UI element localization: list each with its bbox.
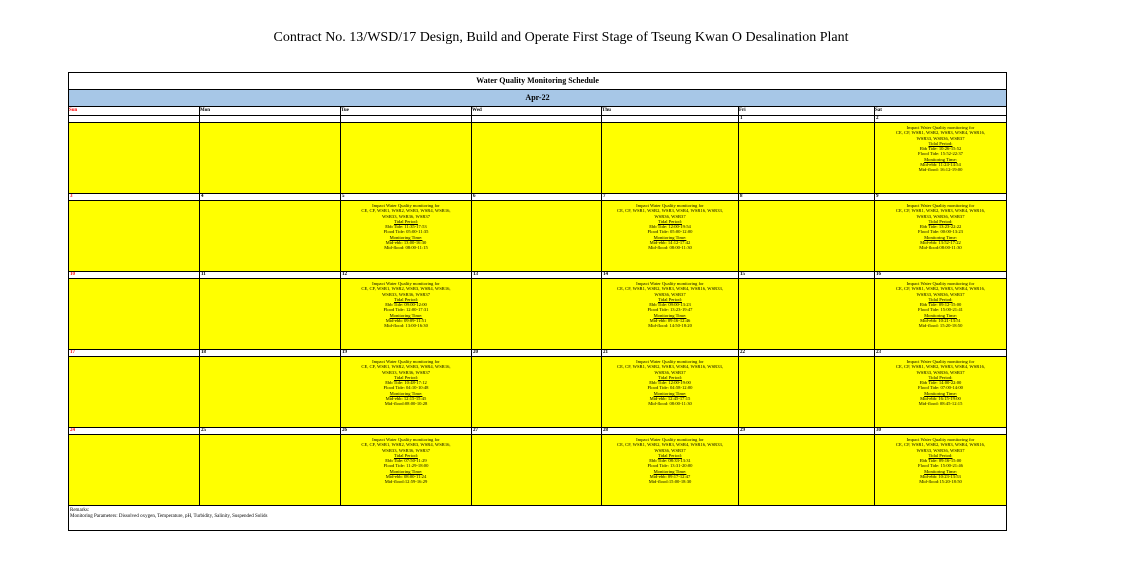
note-l1: Impact Water Quality monitoring for: [636, 203, 704, 208]
date-number: 9: [876, 194, 879, 199]
date-number: 17: [69, 350, 200, 356]
day-cell: [341, 123, 472, 193]
note-tp: Tidal Period:: [928, 296, 953, 302]
note-flood: Flood Tide: 11:29-18:00: [383, 463, 429, 469]
note-l2: CE, CF, WSR1, WSR2, WSR3, WSR4, WSR16,: [361, 364, 451, 370]
date-number: 13: [472, 272, 602, 278]
date-number-row: [69, 272, 1006, 279]
note-me: Mid-ebb: 09:17-12:47: [649, 474, 691, 480]
note-flood: Flood Tide: 07:00-14:00: [918, 385, 963, 391]
date-number: 18: [200, 350, 341, 356]
note-l2: CE, CF, WSR1, WSR2, WSR3, WSR4, WSR16,: [361, 286, 451, 292]
note-flood: Flood Tide: 15:00-21:46: [918, 463, 963, 469]
note-me: Mid-ebb: 10:23-13:53: [920, 474, 961, 480]
note-flood: Flood Tide: 13:23-19:47: [647, 307, 693, 313]
note-ebb: Ebb Tide: 10:48-17:12: [385, 380, 427, 386]
note-me: Mid-ebb: 12:45-17:15: [649, 396, 691, 402]
day-cell: [602, 123, 739, 193]
date-number-row: [69, 428, 1006, 435]
note-ebb: Ebb Tide: 14:00-22:00: [919, 380, 962, 386]
note-me: Mid-ebb: 09:16-12:46: [649, 318, 691, 324]
day-cell: [472, 123, 602, 193]
note-mf: Mid-flood: 08:00-11:30: [648, 401, 692, 407]
note-l1: Impact Water Quality monitoring for: [906, 281, 975, 286]
note-flood: Flood Tide: 13:31-20:00: [647, 463, 693, 469]
note-tp: Tidal Period:: [394, 218, 418, 224]
date-number-row: [69, 350, 1006, 357]
note-l1: Impact Water Quality monitoring for: [906, 203, 975, 208]
day-cell: [739, 357, 875, 427]
date-number: 11: [200, 272, 341, 278]
date-number: 4: [200, 194, 341, 200]
note-l3: WSR36, WSR37: [654, 447, 686, 453]
date-number: 5: [341, 194, 472, 200]
note-me: Mid-ebb: 13:00-16:30: [385, 240, 427, 246]
weekday-wed: Wed: [472, 107, 602, 115]
weekday-header-row: [69, 107, 1006, 116]
day-cell: [739, 435, 875, 505]
monitoring-note: [341, 279, 471, 329]
note-l1: Impact Water Quality monitoring for: [372, 437, 440, 442]
remarks-text: Monitoring Parameters: Dissolved oxygen, Temperature, pH, Turbidity, Salinity, Suspended Solids: [70, 514, 268, 519]
day-cell: [69, 435, 200, 505]
note-mt: Monitoring Time:: [653, 312, 687, 318]
note-ebb: Ebb Tide: 11:35-17:53: [385, 224, 427, 230]
weekday-sun: Sun: [69, 107, 200, 115]
day-cell: [739, 123, 875, 193]
note-mt: Monitoring Time:: [924, 312, 957, 318]
date-number: [472, 116, 602, 122]
date-number-row: [69, 194, 1006, 201]
weekday-mon: Mon: [200, 107, 341, 115]
note-l3: WSR33, WSR36, WSR37: [916, 213, 965, 219]
note-me: Mid-ebb: 16:15-19:00: [920, 396, 961, 402]
note-l2: CE, CF, WSR1, WSR2, WSR3, WSR4, WSR16,: [361, 442, 451, 448]
note-l2: CE, CF, WSR1, WSR2, WSR3, WSR4, WSR16,: [895, 442, 986, 448]
note-l1: Impact Water Quality monitoring for: [372, 281, 440, 286]
date-number: 23: [876, 350, 881, 355]
note-l1: Impact Water Quality monitoring for: [906, 437, 975, 442]
note-ebb: Ebb Tide: 13:23-22:22: [919, 224, 962, 230]
monitoring-note: [875, 279, 1006, 329]
note-ebb: Ebb Tide: 07:50-11:29: [385, 458, 427, 464]
day-cell: [200, 201, 341, 271]
note-l3: WSR33, WSR36, WSR37: [916, 135, 965, 141]
note-l1: Impact Water Quality monitoring for: [636, 281, 704, 286]
date-number: 27: [472, 428, 602, 434]
date-number: 1: [739, 116, 875, 122]
note-l3: WSR33, WSR36, WSR37: [916, 369, 965, 375]
note-mt: Monitoring Time:: [924, 156, 957, 162]
monitoring-note: [341, 435, 471, 485]
weekday-sat: Sat: [875, 108, 882, 113]
date-number: 10: [69, 272, 200, 278]
monitoring-note: [341, 201, 471, 251]
note-l2: CE, CF, WSR1, WSR2, WSR3, WSR4, WSR16,: [895, 364, 986, 370]
day-cell: [602, 201, 739, 271]
day-cell: [602, 435, 739, 505]
note-l3: WSR33, WSR36, WSR37: [381, 213, 431, 219]
note-mt: Monitoring Time:: [924, 468, 957, 474]
note-flood: Flood Tide: 05:00-11:35: [383, 229, 429, 235]
note-mt: Monitoring Time:: [389, 468, 423, 474]
date-number: 3: [69, 194, 200, 200]
note-mf: Mid-flood:15:00-18:30: [648, 479, 692, 485]
note-tp: Tidal Period:: [658, 218, 682, 224]
week-cells-row: [69, 201, 1006, 272]
note-l1: Impact Water Quality monitoring for: [906, 125, 975, 130]
schedule-banner: Water Quality Monitoring Schedule: [69, 73, 1006, 90]
note-l2: CE, CF, WSR1, WSR2, WSR3, WSR4, WSR16, WSR33,: [617, 286, 723, 292]
note-tp: Tidal Period:: [928, 140, 953, 146]
week-cells-row: [69, 435, 1006, 506]
note-mf: Mid-flood: 08:45-12:15: [918, 401, 963, 407]
note-flood: Flood Tide: 15:52-22:37: [918, 151, 963, 157]
document-title: Contract No. 13/WSD/17 Design, Build and Operate First Stage of Tseung Kwan O Desalination Plant: [273, 30, 849, 45]
monitoring-note: [341, 357, 471, 407]
date-number: 12: [341, 272, 472, 278]
date-number: 15: [739, 272, 875, 278]
remarks-title: Remarks:: [70, 508, 90, 513]
note-mt: Monitoring Time:: [389, 312, 423, 318]
date-number: 19: [341, 350, 472, 356]
note-l3: WSR33, WSR36, WSR37: [916, 447, 965, 453]
note-mf: Mid-flood:12:59-16:29: [384, 479, 428, 485]
day-cell: [69, 279, 200, 349]
note-tp: Tidal Period:: [928, 452, 953, 458]
week-cells-row: [69, 357, 1006, 428]
monitoring-note: [602, 435, 738, 485]
note-ebb: Ebb Tide: 10:26-15:52: [919, 146, 962, 152]
note-flood: Flood Tide: 04:58-12:00: [647, 385, 693, 391]
date-number: 28: [602, 428, 739, 434]
note-tp: Tidal Period:: [658, 296, 682, 302]
weekday-fri: Fri: [739, 107, 875, 115]
calendar-weeks: [69, 116, 1006, 506]
date-number: 22: [739, 350, 875, 356]
day-cell: [472, 435, 602, 505]
note-mt: Monitoring Time:: [924, 234, 957, 240]
note-ebb: Ebb Tide: 09:00-12:00: [385, 302, 427, 308]
note-l3: WSR36, WSR37: [654, 369, 686, 375]
note-mf: Mid-flood:08:00-10:28: [384, 401, 428, 407]
note-tp: Tidal Period:: [928, 374, 953, 380]
day-cell: [875, 123, 1006, 193]
monitoring-note: [602, 357, 738, 407]
note-l3: WSR33, WSR36, WSR37: [381, 369, 431, 375]
monitoring-note: [875, 357, 1006, 407]
note-mf: Mid-flood: 13:00-16:30: [384, 323, 428, 329]
note-l2: CE, CF, WSR1, WSR2, WSR3, WSR4, WSR16, WSR33,: [617, 442, 723, 448]
day-cell: [875, 357, 1006, 427]
note-mt: Monitoring Time:: [924, 390, 957, 396]
schedule-sheet: [68, 72, 1007, 531]
note-tp: Tidal Period:: [394, 374, 418, 380]
note-ebb: Ebb Tide: 09:16-15:00: [919, 458, 962, 464]
monitoring-note: [875, 123, 1006, 173]
note-ebb: Ebb Tide: 09:12-15:00: [919, 302, 962, 308]
note-flood: Flood Tide: 05:00-12:00: [647, 229, 693, 235]
note-l2: CE, CF, WSR1, WSR2, WSR3, WSR4, WSR16, WSR33,: [617, 208, 723, 214]
note-mt: Monitoring Time:: [653, 234, 687, 240]
day-cell: [739, 201, 875, 271]
note-mf: Mid-flood: 16:12-19:00: [918, 167, 963, 173]
note-l3: WSR36, WSR37: [654, 213, 686, 219]
note-mf: Mid-flood:08:00-11:30: [919, 245, 962, 251]
day-cell: [875, 435, 1006, 505]
day-cell: [602, 357, 739, 427]
note-me: Mid-ebb: 09:09-11:51: [385, 318, 427, 324]
day-cell: [602, 279, 739, 349]
date-number: 26: [341, 428, 472, 434]
day-cell: [472, 279, 602, 349]
note-flood: Flood Tide: 00:00-13:23: [918, 229, 963, 235]
date-number: 6: [472, 194, 602, 200]
day-cell: [341, 279, 472, 349]
day-cell: [69, 201, 200, 271]
date-number: 16: [876, 272, 881, 277]
note-tp: Tidal Period:: [928, 218, 953, 224]
remarks-block: [69, 506, 1006, 530]
day-cell: [69, 123, 200, 193]
note-me: Mid-ebb: 14:12-17:42: [649, 240, 691, 246]
date-number: 24: [69, 428, 200, 434]
note-flood: Flood Tide: 15:00-21:41: [918, 307, 963, 313]
note-mf: Mid-flood:15:20-18:50: [919, 479, 962, 485]
day-cell: [472, 357, 602, 427]
monitoring-note: [602, 201, 738, 251]
note-l2: CE, CF, WSR1, WSR2, WSR3, WSR4, WSR16,: [895, 130, 986, 136]
note-mt: Monitoring Time:: [389, 390, 423, 396]
day-cell: [341, 357, 472, 427]
day-cell: [200, 123, 341, 193]
note-l2: CE, CF, WSR1, WSR2, WSR3, WSR4, WSR16, WSR33,: [617, 364, 723, 370]
day-cell: [739, 279, 875, 349]
date-number: [200, 116, 341, 122]
day-cell: [472, 201, 602, 271]
day-cell: [341, 435, 472, 505]
note-tp: Tidal Period:: [658, 374, 682, 380]
note-l1: Impact Water Quality monitoring for: [636, 437, 704, 442]
month-bar: Apr-22: [69, 90, 1006, 107]
note-tp: Tidal Period:: [394, 296, 418, 302]
day-cell: [875, 279, 1006, 349]
note-ebb: Ebb Tide: 09:00-13:23: [649, 302, 691, 308]
date-number: 30: [876, 428, 881, 433]
note-mt: Monitoring Time:: [653, 390, 687, 396]
date-number: 14: [602, 272, 739, 278]
note-l2: CE, CF, WSR1, WSR2, WSR3, WSR4, WSR16,: [361, 208, 451, 214]
day-cell: [341, 201, 472, 271]
note-mt: Monitoring Time:: [389, 234, 423, 240]
note-l1: Impact Water Quality monitoring for: [372, 203, 440, 208]
date-number: 25: [200, 428, 341, 434]
week-cells-row: [69, 123, 1006, 194]
note-tp: Tidal Period:: [394, 452, 418, 458]
day-cell: [200, 279, 341, 349]
note-me: Mid-ebb: 11:24-14:54: [920, 162, 961, 168]
date-number: 7: [602, 194, 739, 200]
note-tp: Tidal Period:: [658, 452, 682, 458]
date-number: [69, 116, 200, 122]
date-number: 2: [876, 116, 879, 121]
date-number: [341, 116, 472, 122]
day-cell: [200, 357, 341, 427]
note-l3: WSR33, WSR36, WSR37: [381, 447, 431, 453]
note-me: Mid-ebb: 13:52-17:22: [920, 240, 961, 246]
note-ebb: Ebb Tide: 12:00-19:00: [649, 380, 691, 386]
note-l3: WSR33, WSR36, WSR37: [381, 291, 431, 297]
note-l1: Impact Water Quality monitoring for: [636, 359, 704, 364]
note-l3: WSR33, WSR36, WSR37: [916, 291, 965, 297]
note-l2: CE, CF, WSR1, WSR2, WSR3, WSR4, WSR16,: [895, 286, 986, 292]
note-l3: WSR36, WSR37: [654, 291, 686, 297]
monitoring-note: [602, 279, 738, 329]
date-number: 8: [739, 194, 875, 200]
monitoring-note: [875, 201, 1006, 251]
note-flood: Flood Tide: 12:00-17:31: [383, 307, 429, 313]
note-l2: CE, CF, WSR1, WSR2, WSR3, WSR4, WSR16,: [895, 208, 986, 214]
date-number: 20: [472, 350, 602, 356]
date-number-row: [69, 116, 1006, 123]
day-cell: [200, 435, 341, 505]
note-ebb: Ebb Tide: 12:00-19:54: [649, 224, 691, 230]
date-number: 29: [739, 428, 875, 434]
weekday-thu: Thu: [602, 107, 739, 115]
date-number: [602, 116, 739, 122]
day-cell: [875, 201, 1006, 271]
date-number: 21: [602, 350, 739, 356]
note-l1: Impact Water Quality monitoring for: [906, 359, 975, 364]
note-mf: Mid-flood: 08:00-11:30: [648, 245, 692, 251]
weekday-tue: Tue: [341, 107, 472, 115]
note-me: Mid-ebb: 08:00-11:24: [385, 474, 427, 480]
note-flood: Flood Tide: 04:10-10:48: [383, 385, 429, 391]
note-l1: Impact Water Quality monitoring for: [372, 359, 440, 364]
note-ebb: Ebb Tide: 08:33-13:31: [649, 458, 691, 464]
monitoring-note: [875, 435, 1006, 485]
note-mt: Monitoring Time:: [653, 468, 687, 474]
note-mf: Mid-flood: 08:00-11:15: [384, 245, 428, 251]
note-mf: Mid-flood: 15:20-18:50: [918, 323, 963, 329]
note-me: Mid-ebb: 10:21-13:51: [920, 318, 961, 324]
note-me: Mid-ebb: 12:15-15:45: [385, 396, 427, 402]
note-mf: Mid-flood: 14:50-18:20: [648, 323, 692, 329]
week-cells-row: [69, 279, 1006, 350]
day-cell: [69, 357, 200, 427]
